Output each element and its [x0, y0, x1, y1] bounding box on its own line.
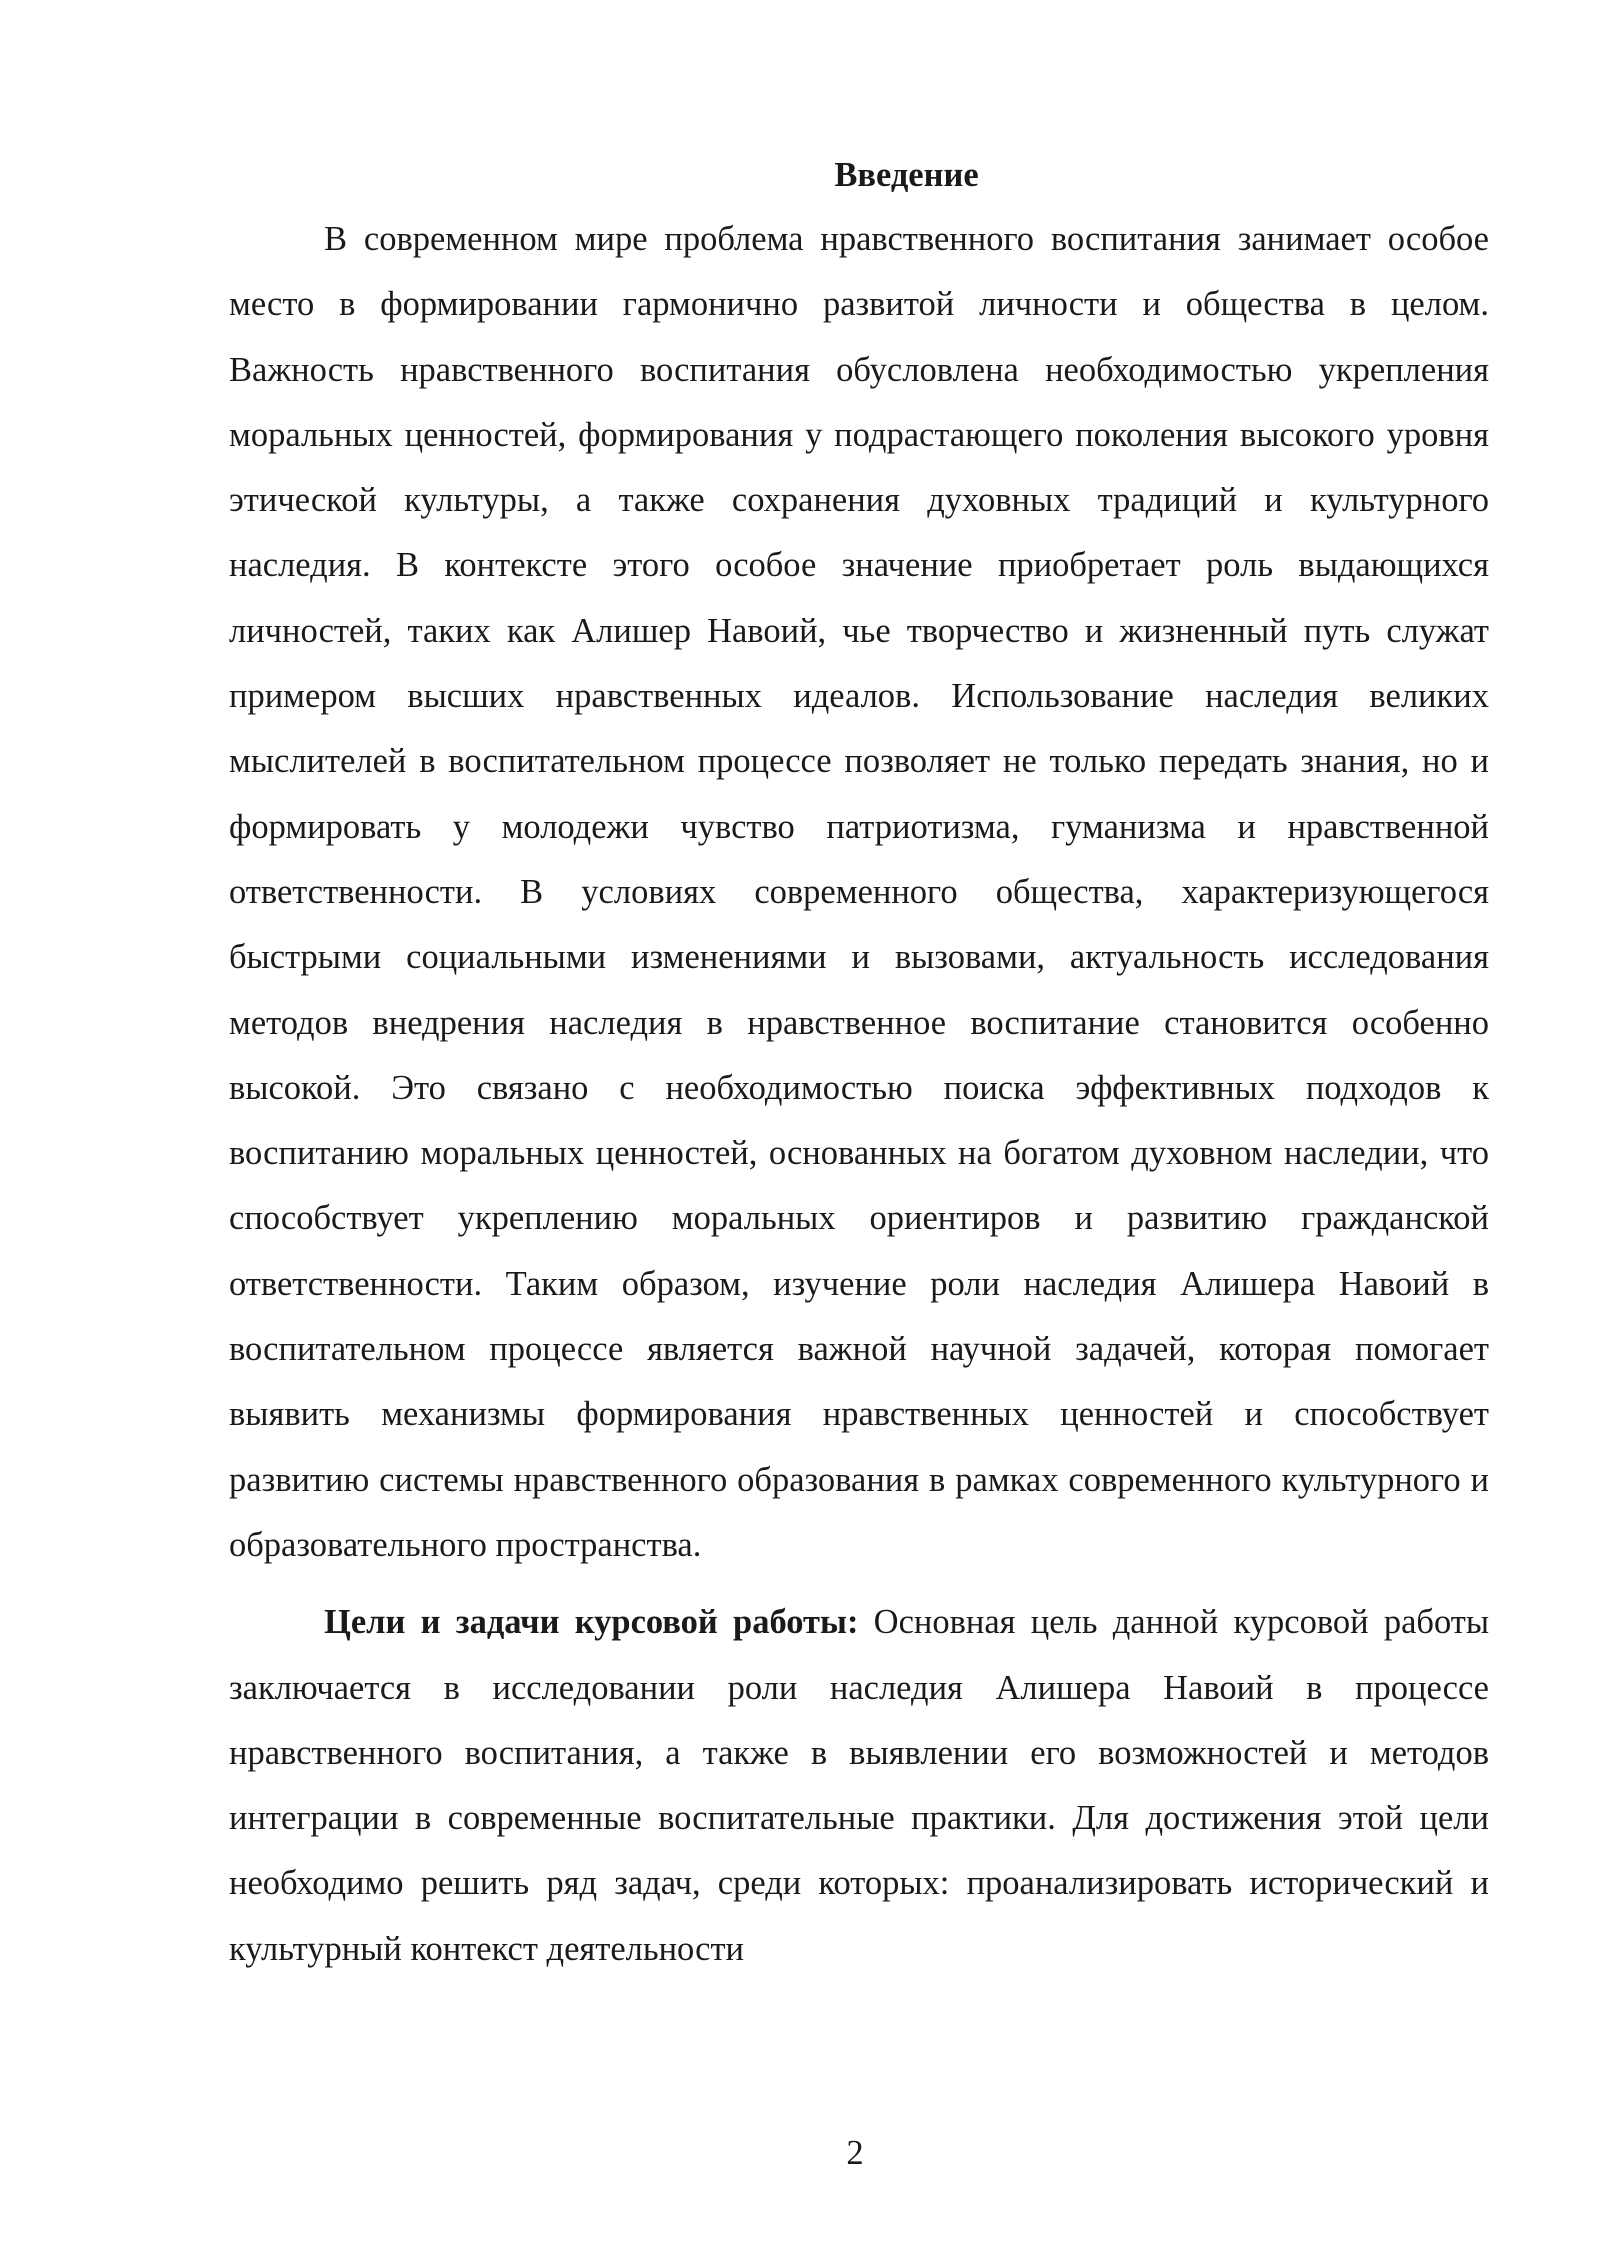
page-content	[229, 150, 1489, 1982]
goals-body-text: Основная цель данной курсовой работы заключается в исследовании роли наследия Алишера Навоий в процессе нравственного воспитания, а также в выявлении его возможностей и методов интеграции в современные воспитательные практики. Для достижения этой цели необходимо решить ряд задач, среди которых: проанализировать исторический и культурный контекст деятельности	[229, 1603, 1489, 1968]
introduction-paragraph: В современном мире проблема нравственного воспитания занимает особое место в формировании гармонично развитой личности и общества в целом. Важность нравственного воспитания обусловлена необходимостью укрепления моральных ценностей, формирования у подрастающего поколения высокого уровня этической культуры, а также сохранения духовных традиций и культурного наследия. В контексте этого особое значение приобретает роль выдающихся личностей, таких как Алишер Навоий, чье творчество и жизненный путь служат примером высших нравственных идеалов. Использование наследия великих мыслителей в воспитательном процессе позволяет не только передать знания, но и формировать у молодежи чувство патриотизма, гуманизма и нравственной ответственности. В условиях современного общества, характеризующегося быстрыми социальными изменениями и вызовами, актуальность исследования методов внедрения наследия в нравственное воспитание становится особенно высокой. Это связано с необходимостью поиска эффективных подходов к воспитанию моральных ценностей, основанных на богатом духовном наследии, что способствует укреплению моральных ориентиров и развитию гражданской ответственности. Таким образом, изучение роли наследия Алишера Навоий в воспитательном процессе является важной научной задачей, которая помогает выявить механизмы формирования нравственных ценностей и способствует развитию системы нравственного образования в рамках современного культурного и образовательного пространства.	[229, 220, 1489, 1564]
goals-paragraph	[229, 1590, 1489, 1982]
section-heading: Введение	[834, 156, 979, 194]
page-number: 2	[846, 2134, 864, 2172]
goals-lead-text: Цели и задачи курсовой работы:	[324, 1603, 859, 1642]
